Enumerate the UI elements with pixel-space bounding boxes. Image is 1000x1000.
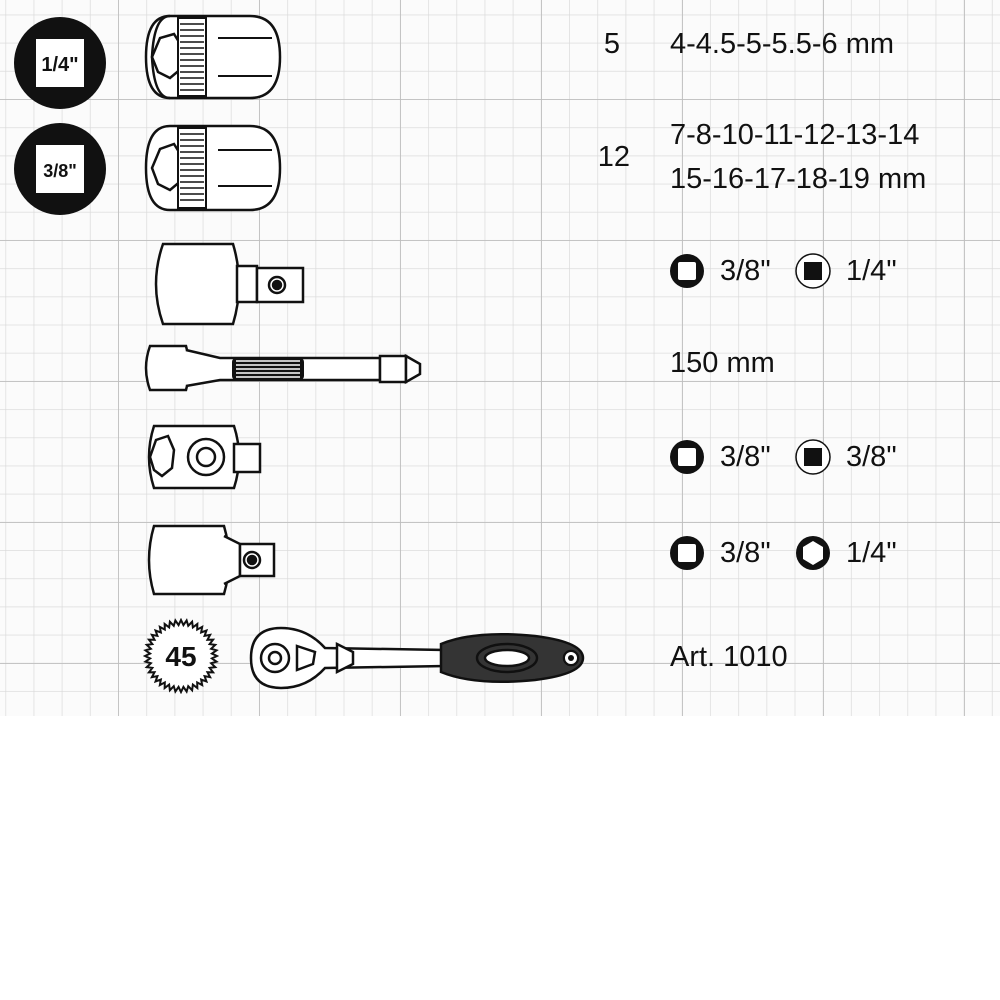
bit-adapter-hex-size: 1/4" xyxy=(846,537,897,569)
reducer-male-size: 1/4" xyxy=(846,255,897,287)
square-female-drive-icon xyxy=(668,534,706,572)
square-male-drive-icon xyxy=(794,252,832,290)
adapter-male-size: 3/8" xyxy=(846,441,897,473)
quarter-inch-drive-badge xyxy=(12,15,108,111)
adapter-female-size: 3/8" xyxy=(720,441,771,473)
three-eighths-drive-label: 3/8" xyxy=(43,161,77,181)
extension-bar-icon xyxy=(140,340,430,396)
ratchet-icon xyxy=(245,622,590,694)
hex-bit-drive-icon xyxy=(794,534,832,572)
reducer-female-size: 3/8" xyxy=(720,255,771,287)
three-eighths-socket-sizes-line2: 15-16-17-18-19 mm xyxy=(670,163,927,195)
reducer-adapter-icon xyxy=(145,238,310,333)
quarter-socket-sizes: 4-4.5-5-5.5-6 mm xyxy=(670,28,895,60)
bit-adapter-female-size: 3/8" xyxy=(720,537,771,569)
quarter-socket-quantity: 5 xyxy=(603,28,620,60)
socket-adapter-icon xyxy=(140,420,268,495)
bit-adapter-icon xyxy=(140,518,280,602)
three-eighths-socket-sizes-line1: 7-8-10-11-12-13-14 xyxy=(670,119,920,151)
three-eighths-socket-quantity: 12 xyxy=(597,141,630,173)
square-female-drive-icon xyxy=(668,252,706,290)
three-eighths-socket-icon xyxy=(138,122,288,214)
square-male-drive-icon xyxy=(794,438,832,476)
square-female-drive-icon xyxy=(668,438,706,476)
three-eighths-drive-badge xyxy=(12,121,108,217)
extension-length: 150 mm xyxy=(670,347,775,379)
article-number: Art. 1010 xyxy=(670,641,788,673)
ratchet-teeth-badge xyxy=(143,618,219,694)
ratchet-teeth-count: 45 xyxy=(165,641,197,672)
quarter-inch-drive-label: 1/4" xyxy=(41,54,79,76)
quarter-inch-socket-icon xyxy=(138,12,288,102)
